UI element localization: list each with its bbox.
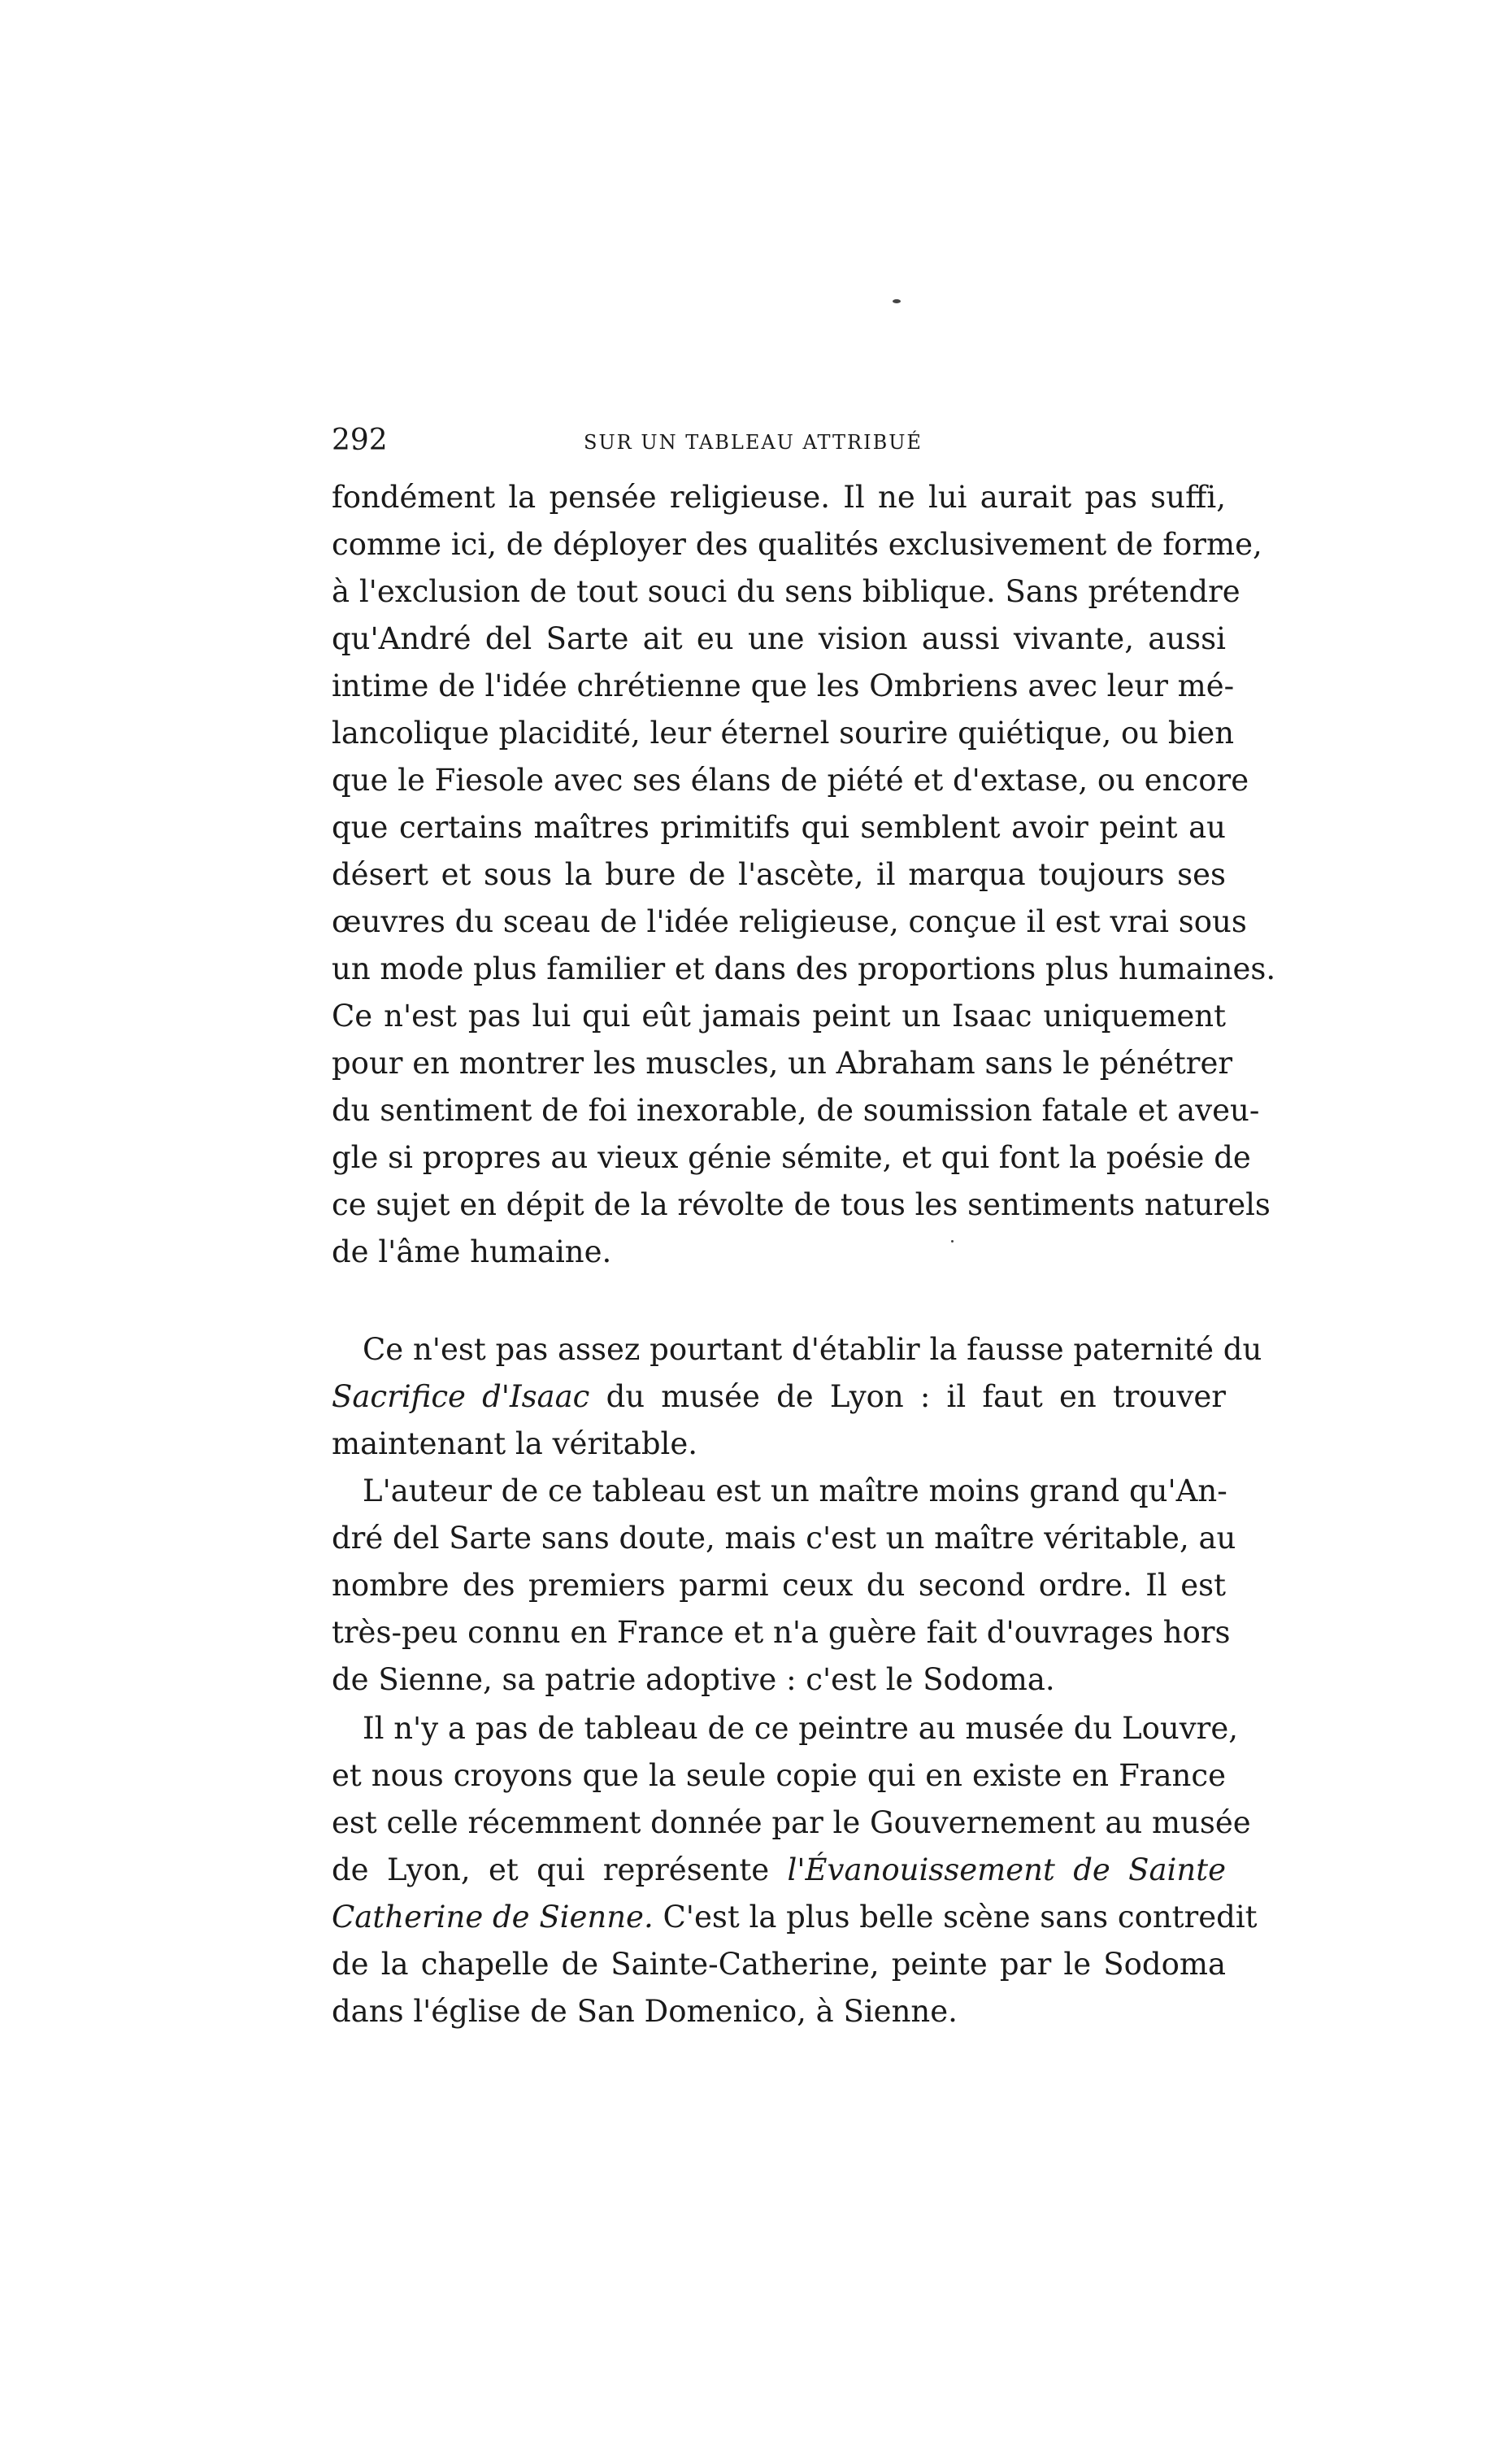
text-span: de Lyon, et qui représente <box>332 1852 770 1887</box>
text-line: intime de l'idée chrétienne que les Ombriens avec leur mé- <box>332 668 1235 703</box>
text-line: nombre des premiers parmi ceux du second ordre. Il est <box>332 1568 1226 1603</box>
text-span: C'est la plus belle scène sans contredit <box>663 1900 1258 1935</box>
artwork-title: l'Évanouissement de Sainte <box>787 1852 1226 1887</box>
text-line: du sentiment de foi inexorable, de soumission fatale et aveu- <box>332 1093 1260 1128</box>
text-line: pour en montrer les muscles, un Abraham sans le pénétrer <box>332 1046 1233 1081</box>
text-line: de la chapelle de Sainte-Catherine, peinte par le Sodoma <box>332 1947 1226 1982</box>
text-line: gle si propres au vieux génie sémite, et qui font la poésie de <box>332 1140 1251 1175</box>
text-line: de l'âme humaine. <box>332 1234 612 1269</box>
text-line: Il n'y a pas de tableau de ce peintre au musée du Louvre, <box>363 1711 1239 1746</box>
text-line: à l'exclusion de tout souci du sens biblique. Sans prétendre <box>332 574 1240 609</box>
text-line: qu'André del Sarte ait eu une vision aussi vivante, aussi <box>332 621 1226 656</box>
text-line: et nous croyons que la seule copie qui en existe en France <box>332 1758 1226 1793</box>
ink-mark <box>893 299 901 303</box>
text-line: ce sujet en dépit de la révolte de tous les sentiments naturels <box>332 1187 1271 1222</box>
text-line: désert et sous la bure de l'ascète, il marqua toujours ses <box>332 857 1226 892</box>
text-line: est celle récemment donnée par le Gouvernement au musée <box>332 1805 1251 1840</box>
text-line <box>332 1895 1258 1940</box>
text-line: que certains maîtres primitifs qui semblent avoir peint au <box>332 810 1226 845</box>
text-line: un mode plus familier et dans des proportions plus humaines. <box>332 951 1276 986</box>
text-span: du musée de Lyon : il faut en trouver <box>606 1379 1226 1414</box>
running-head <box>332 423 1226 459</box>
text-line: maintenant la véritable. <box>332 1426 697 1461</box>
text-line: dré del Sarte sans doute, mais c'est un maître véritable, au <box>332 1521 1236 1556</box>
text-line: de Sienne, sa patrie adoptive : c'est le Sodoma. <box>332 1662 1055 1697</box>
text-line: fondément la pensée religieuse. Il ne lui aurait pas suffi, <box>332 480 1226 515</box>
text-line: très-peu connu en France et n'a guère fait d'ouvrages hors <box>332 1615 1231 1650</box>
artwork-title: Catherine de Sienne. <box>332 1900 654 1935</box>
text-line: comme ici, de déployer des qualités exclusivement de forme, <box>332 527 1262 562</box>
text-line: Ce n'est pas lui qui eût jamais peint un Isaac uniquement <box>332 999 1226 1034</box>
text-line <box>332 1374 1226 1420</box>
text-line: lancolique placidité, leur éternel sourire quiétique, ou bien <box>332 716 1235 751</box>
text-line: œuvres du sceau de l'idée religieuse, conçue il est vrai sous <box>332 904 1247 939</box>
text-line: que le Fiesole avec ses élans de piété et d'extase, ou encore <box>332 763 1249 798</box>
text-line <box>332 1848 1226 1893</box>
text-line: dans l'église de San Domenico, à Sienne. <box>332 1994 958 2029</box>
text-line: Ce n'est pas assez pourtant d'établir la fausse paternité du <box>363 1332 1262 1367</box>
artwork-title: Sacrifice d'Isaac <box>332 1379 590 1414</box>
page-number: 292 <box>332 424 388 457</box>
text-line: L'auteur de ce tableau est un maître moins grand qu'An- <box>363 1473 1227 1508</box>
running-title: SUR UN TABLEAU ATTRIBUÉ <box>584 431 923 454</box>
